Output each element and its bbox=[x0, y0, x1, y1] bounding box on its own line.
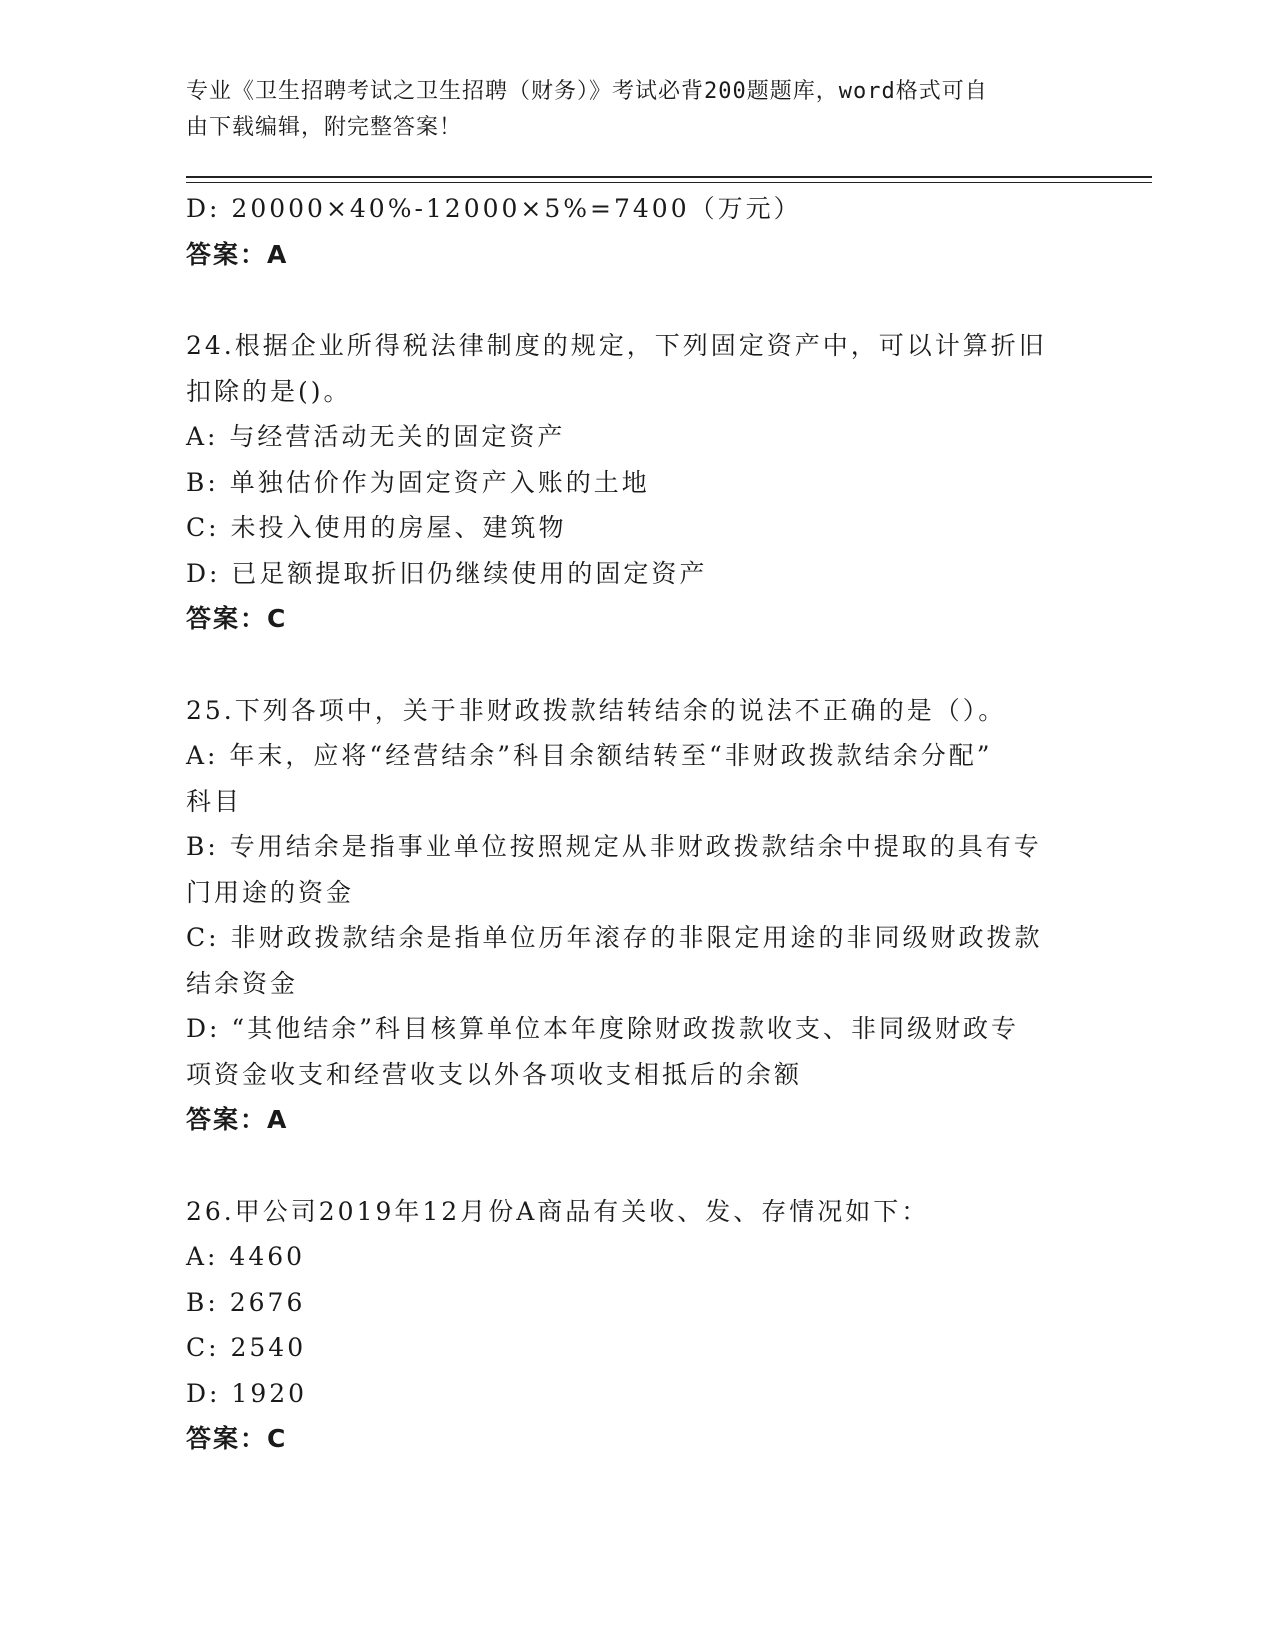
option-a-cont: 科目 bbox=[186, 786, 243, 816]
option-d: D: “其他结余”科目核算单位本年度除财政拨款收支、非同级财政专 bbox=[186, 1014, 1019, 1043]
question-26 bbox=[186, 1189, 1086, 1462]
option-a: A: 4460 bbox=[186, 1242, 306, 1271]
option-b: B: 专用结余是指事业单位按照规定从非财政拨款结余中提取的具有专 bbox=[186, 832, 1042, 861]
option-b: B: 2676 bbox=[186, 1287, 306, 1317]
question-stem: 26.甲公司2019年12月份A商品有关收、发、存情况如下： bbox=[186, 1196, 930, 1226]
header-line-1: 专业《卫生招聘考试之卫生招聘（财务）》考试必背200题题库，word格式可自 bbox=[186, 79, 988, 104]
question-stem-cont: 扣除的是()。 bbox=[186, 376, 352, 406]
document-header bbox=[186, 74, 1066, 146]
option-d: D: 已足额提取折旧仍继续使用的固定资产 bbox=[186, 558, 708, 588]
header-divider-thick bbox=[186, 176, 1152, 178]
option-d-cont: 项资金收支和经营收支以外各项收支相抵后的余额 bbox=[186, 1059, 803, 1089]
document-body bbox=[186, 186, 1086, 1462]
option-c: C: 未投入使用的房屋、建筑物 bbox=[186, 513, 567, 542]
answer: 答案：C bbox=[186, 1424, 288, 1453]
question-stem: 25.下列各项中，关于非财政拨款结转结余的说法不正确的是（）。 bbox=[186, 695, 1007, 725]
header-line-2: 由下载编辑，附完整答案！ bbox=[186, 115, 463, 140]
previous-question-tail bbox=[186, 186, 1086, 277]
option-a: A: 年末，应将“经营结余”科目余额结转至“非财政拨款结余分配” bbox=[186, 741, 993, 770]
answer: 答案：C bbox=[186, 604, 288, 633]
option-b-cont: 门用途的资金 bbox=[186, 877, 355, 907]
option-c: C: 2540 bbox=[186, 1333, 307, 1362]
answer: 答案：A bbox=[186, 1105, 289, 1134]
question-24 bbox=[186, 323, 1086, 642]
option-a: A: 与经营活动无关的固定资产 bbox=[186, 422, 566, 451]
option-c: C: 非财政拨款结余是指单位历年滚存的非限定用途的非同级财政拨款 bbox=[186, 923, 1043, 952]
option-d: D: 20000×40%-12000×5%=7400（万元） bbox=[186, 194, 802, 223]
option-b: B: 单独估价作为固定资产入账的土地 bbox=[186, 467, 650, 497]
option-d: D: 1920 bbox=[186, 1378, 308, 1408]
option-c-cont: 结余资金 bbox=[186, 968, 299, 998]
question-stem: 24.根据企业所得税法律制度的规定，下列固定资产中，可以计算折旧 bbox=[186, 331, 1047, 360]
question-25 bbox=[186, 688, 1086, 1143]
answer: 答案：A bbox=[186, 239, 289, 269]
header-divider-thin bbox=[186, 182, 1152, 183]
